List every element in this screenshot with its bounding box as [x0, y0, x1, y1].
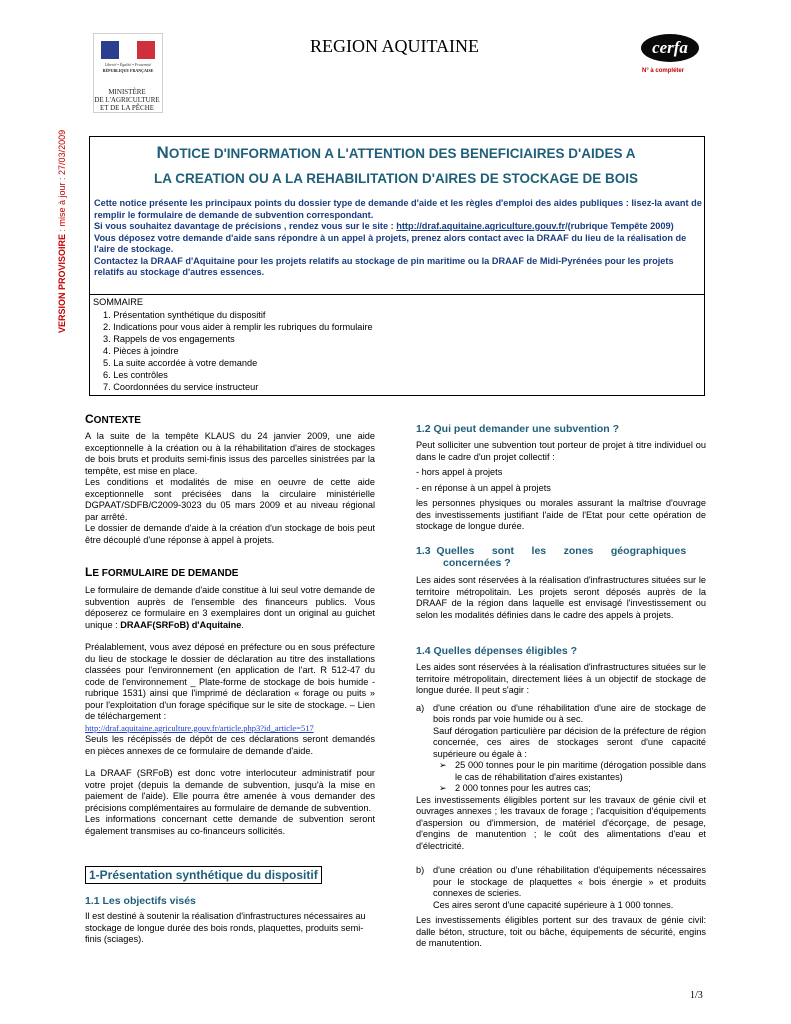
declaration-download-link[interactable]: http://draf.aquitaine.agriculture.gouv.fr/article.php3?id_article=517	[85, 722, 314, 733]
cerfa-number-label: N° à compléter	[642, 68, 685, 74]
republic-motto: Liberté • Égalité • Fraternité	[104, 62, 152, 67]
s12-heading: 1.2 Qui peut demander une subvention ?	[416, 423, 620, 435]
s11-text: Il est destiné à soutenir la réalisation d'infrastructures nécessaires au stockage de longue durée des bois ronds, plaquettes, produits semi-finis (sciages).	[85, 911, 366, 944]
formulaire-heading: LE FORMULAIRE DE DEMANDE	[85, 565, 239, 579]
cerfa-logo: cerfa	[641, 34, 699, 62]
notice-title: NOTICE D'INFORMATION A L'ATTENTION DES BENEFICIAIRES D'AIDES A LA CREATION OU A LA REHABILITATION D'AIRES DE STOCKAGE DE BOIS	[154, 143, 638, 186]
formulaire-text: Le formulaire de demande d'aide constitue à lui seul votre demande de subvention auprès de l'ensemble des financeurs publics. Vous déposerez ce formulaire en 3 exemplaires dont un original au guichet unique : DRAAF(SRFoB) d'Aquitaine. Préalablement, vous avez déposé en préfecture ou en sous préfecture du lieu de stockage le dossier de déclaration au titre des installations classées pour l'environnement (en application de l'art. R 512-47 du code de l'environnement _ Plate-forme de stockage de bois humide - rubrique 1531) ainsi que l'imprimé de déclaration « forage ou puits » pour l'exploitation d'un forage spécifique sur le site de stockage. – Lien de téléchargement : http://draf.aquitaine.agriculture.gouv.fr/article.php3?id_article=517 Seuls les récépissés de dépôt de ces déclarations seront demandés en pièces annexes de ce formulaire de demande d'aide. La DRAAF (SRFoB) est donc votre interlocuteur administratif pour votre projet (depuis la demande de subvention, jusqu'à la mise en paiement de l'aide). Elle pourra être amenée à vous demander des précisions complémentaires au formulaire de demande de subvention. Les informations concernant cette demande de subvention seront également transmises au co-financeurs sollicités.	[85, 585, 375, 836]
sommaire-title: SOMMAIRE	[93, 297, 144, 307]
list-item: - en réponse à un appel à projets	[416, 482, 551, 493]
s14-bullet: ➢ 2 000 tonnes pour les autres cas;	[439, 783, 591, 793]
sommaire-item: 4. Pièces à joindre	[103, 346, 179, 356]
contexte-heading: CONTEXTE	[85, 412, 141, 426]
s14-item-a: a) d'une création ou d'une réhabilitation d'une aire de stockage de bois ronds par voie humide ou à sec. Sauf dérogation particulière par décision de la préfecture de région concernée, ces aires de stockages seront d'une capacité supérieure ou égale à : ➢ 25 000 tonnes pour le pin maritime (dérogation possible dans le cas de réhabilitation d'aires existantes) ➢ 2 000 tonnes pour les autres cas;	[416, 702, 706, 793]
page-number: 1/3	[690, 990, 703, 1001]
s14-text: Les aides sont réservées à la réalisation d'infrastructures situées sur le territoire métropolitain, directement liées à un objectif de stockage de longue durée. Il peut s'agir : a) d'une création ou d'une réhabilitation d'une aire de stockage de bois ronds par voie humide ou à sec. Sauf dérogation particulière par décision de la préfecture de région concernée, ces aires de stockages seront d'une capacité supérieure ou égale à : ➢ 25 000 tonnes pour le pin maritime (dérogation possible dans le cas de réhabilitation d'aires existantes) ➢ 2 000 tonnes pour les autres cas; Les investissements éligibles portent sur les travaux de génie civil et ouvrages annexes ; les travaux de forage ; l'acquisition d'équipements d'aspersion ou d'immersion, de matériel d'écorçage, de pesage, d'engins de manutention ; le coût des alimentations d'eau et d'électricité. b) d'une création ou d'une réhabilitation d'équipements nécessaires pour le stockage de plaquettes « bois énergie » et produits connexes de scieries. Ces aires seront d'une capacité supérieure à 1 000 tonnes. Les investissements éligibles portent sur des travaux de génie civil: dalle béton, structure, toit ou bâche, équipements de sécurité, engins de manutention.	[416, 662, 706, 948]
draf-site-link[interactable]: http://draf.aquitaine.agriculture.gouv.fr	[396, 221, 566, 231]
ministry-name: MINISTÈRE DE L'AGRICULTURE ET DE LA PÊCHE	[94, 88, 160, 112]
region-title: REGION AQUITAINE	[310, 36, 480, 56]
sommaire-item: 6. Les contrôles	[103, 370, 168, 380]
contexte-text: A la suite de la tempête KLAUS du 24 janvier 2009, une aide exceptionnelle à la création ou à la réhabilitation d'aires de stockages de bois bruts et produits semi-finis issus des parcelles sinistrées par la tempête, est mise en place. Les conditions et modalités de mise en oeuvre de cette aide exceptionnelle sont précisées dans la circulaire ministérielle DGPAAT/SDFB/C2009-3023 du 05 mars 2009 et au niveau régional par arrêté. Le dossier de demande d'aide à la création d'un stockage de bois peut être découplé d'une réponse à appel à projets.	[85, 431, 375, 545]
s12-text: Peut solliciter une subvention tout porteur de projet à titre individuel ou dans le cadre d'un projet collectif : - hors appel à projets - en réponse à un appel à projets les personnes physiques ou morales assurant la maîtrise d'ouvrage des investissements justifiant l'aide de l'Etat pour cette opération de stockage de longue durée.	[416, 440, 706, 531]
s14-item-b: b) d'une création ou d'une réhabilitation d'équipements nécessaires pour le stockage de plaquettes « bois énergie » et produits connexes de scieries. Ces aires seront d'une capacité supérieure à 1 000 tonnes.	[416, 865, 706, 910]
notice-intro: Cette notice présente les principaux points du dossier type de demande d'aide et les règles d'emploi des aides publiques : lisez-la avant de remplir le formulaire de demande de subvention correspondant. Si vous souhaitez davantage de précisions , rendez vous sur le site : http://draf.aquitaine.agriculture.gouv.fr/(rubrique Tempête 2009) Vous déposez votre demande d'aide sans répondre à un appel à projets, prenez alors contact avec la DRAAF du lieu de la réalisation de l'aire de stockage. Contactez la DRAAF d'Aquitaine pour les projets relatifs au stockage de pin maritime ou la DRAAF de Midi-Pyrénées pour les projets relatifs au stockage d'autres essences.	[94, 198, 702, 277]
sommaire-list	[103, 309, 373, 393]
s12-list	[416, 467, 706, 494]
arrow-bullet-icon: ➢	[439, 783, 447, 793]
s14-heading: 1.4 Quelles dépenses éligibles ?	[416, 645, 578, 657]
list-item: - hors appel à projets	[416, 467, 503, 477]
sommaire-item: 5. La suite accordée à votre demande	[103, 358, 258, 368]
republic-label: RÉPUBLIQUE FRANÇAISE	[102, 68, 154, 73]
version-stamp: VERSION PROVISOIRE : mise à jour : 27/03/2009	[57, 129, 67, 333]
sommaire-item: 1. Présentation synthétique du dispositif	[103, 310, 266, 320]
sommaire-item: 3. Rappels de vos engagements	[103, 334, 235, 344]
s13-heading: 1.3 Quelles sont les zones géographiques concernées ?	[416, 545, 687, 569]
french-flag-icon	[101, 41, 155, 59]
sommaire-item: 2. Indications pour vous aider à remplir les rubriques du formulaire	[103, 322, 373, 332]
s14-bullet: ➢ 25 000 tonnes pour le pin maritime (dérogation possible dans le cas de réhabilitation d'aires existantes)	[439, 760, 706, 782]
arrow-bullet-icon: ➢	[439, 760, 447, 770]
section1-heading: 1-Présentation synthétique du dispositif	[85, 866, 322, 884]
sommaire-item: 7. Coordonnées du service instructeur	[103, 382, 259, 392]
s13-text: Les aides sont réservées à la réalisation d'infrastructures situées sur le territoire métropolitain. Les projets seront déposés auprès de la DRAAF de la région dans laquelle est envisagé l'investissement ou selon les modalités définies dans le cadre des appels à projets.	[416, 575, 706, 620]
s11-heading: 1.1 Les objectifs visés	[85, 895, 196, 907]
